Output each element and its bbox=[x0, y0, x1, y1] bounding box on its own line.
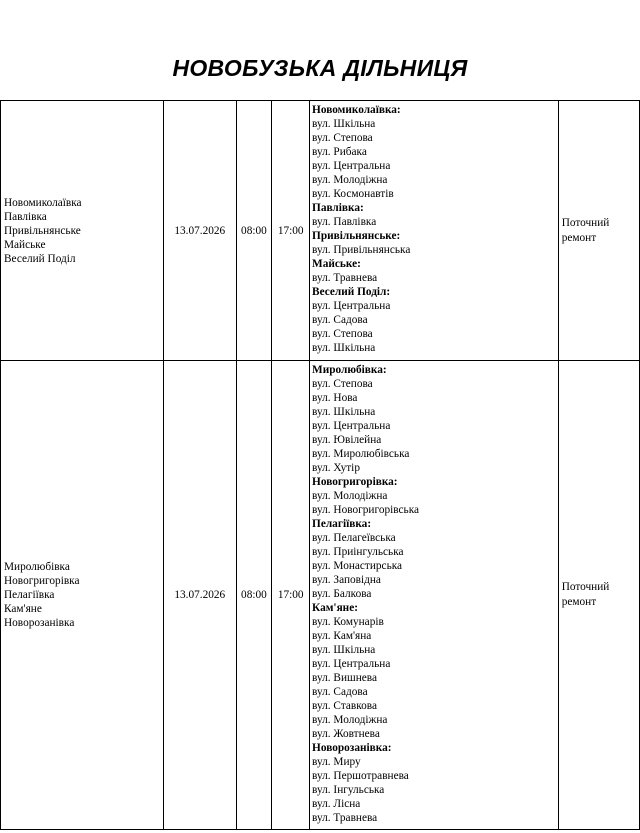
end-time-cell: 17:00 bbox=[272, 101, 310, 361]
village-heading: Майське: bbox=[312, 258, 361, 270]
village-heading: Веселий Поділ: bbox=[312, 286, 391, 298]
streets-cell bbox=[310, 361, 559, 830]
village-heading: Кам'яне: bbox=[312, 602, 358, 614]
street-name: вул. Жовтнева bbox=[312, 728, 380, 740]
street-name: вул. Центральна bbox=[312, 420, 391, 432]
settlement-name: Павлівка bbox=[4, 210, 47, 223]
settlement-name: Пелагіївка bbox=[4, 589, 55, 601]
street-name: вул. Молодіжна bbox=[312, 490, 388, 502]
work-type-text: ремонт bbox=[561, 231, 597, 244]
street-name: вул. Травнева bbox=[312, 812, 378, 824]
table-row bbox=[1, 101, 640, 361]
street-name: вул. Павлівка bbox=[312, 216, 377, 228]
start-time-cell: 08:00 bbox=[236, 101, 272, 361]
village-heading: Новомиколаївка: bbox=[312, 104, 401, 116]
village-heading: Миролюбівка: bbox=[312, 364, 387, 376]
street-name: вул. Балкова bbox=[312, 588, 372, 600]
street-name: вул. Центральна bbox=[312, 160, 391, 172]
street-name: вул. Шкільна bbox=[312, 118, 376, 130]
work-type-text: ремонт bbox=[561, 596, 597, 608]
date-cell: 13.07.2026 bbox=[164, 361, 237, 830]
street-name: вул. Хутір bbox=[312, 462, 360, 474]
street-name: вул. Кам'яна bbox=[312, 630, 372, 642]
street-name: вул. Центральна bbox=[312, 300, 391, 312]
street-name: вул. Молодіжна bbox=[312, 174, 388, 186]
village-heading: Новогригорівка: bbox=[312, 476, 398, 488]
street-name: вул. Шкільна bbox=[312, 644, 376, 656]
page-title: НОВОБУЗЬКА ДІЛЬНИЦЯ bbox=[172, 55, 468, 81]
street-name: вул. Лісна bbox=[312, 798, 361, 810]
work-type-cell bbox=[558, 361, 639, 830]
street-name: вул. Травнева bbox=[312, 272, 378, 284]
end-time-cell: 17:00 bbox=[272, 361, 310, 830]
street-name: вул. Центральна bbox=[312, 658, 391, 670]
settlement-name: Новорозанівка bbox=[4, 617, 75, 629]
street-name: вул. Привільнянська bbox=[312, 244, 411, 256]
settlement-name: Привільнянське bbox=[4, 224, 81, 237]
street-name: вул. Нова bbox=[312, 392, 358, 404]
settlement-name: Миролюбівка bbox=[4, 561, 70, 573]
settlement-name: Новомиколаївка bbox=[4, 196, 82, 209]
street-name: вул. Приінгульська bbox=[312, 546, 404, 558]
settlement-name: Майське bbox=[4, 238, 46, 251]
streets-list bbox=[312, 101, 558, 355]
street-name: вул. Шкільна bbox=[312, 342, 376, 354]
village-heading: Пелагіївка: bbox=[312, 518, 372, 530]
settlements-cell bbox=[1, 101, 164, 361]
street-name: вул. Миру bbox=[312, 756, 361, 768]
work-type-text: Поточний bbox=[561, 581, 610, 593]
street-name: вул. Пелагеївська bbox=[312, 532, 396, 544]
street-name: вул. Степова bbox=[312, 132, 373, 144]
date-cell: 13.07.2026 bbox=[164, 101, 237, 361]
street-name: вул. Молодіжна bbox=[312, 714, 388, 726]
table-row bbox=[1, 361, 640, 830]
street-name: вул. Степова bbox=[312, 328, 373, 340]
street-name: вул. Рибака bbox=[312, 146, 367, 158]
street-name: вул. Вишнева bbox=[312, 672, 377, 684]
work-type-cell bbox=[558, 101, 639, 361]
street-name: вул. Першотравнева bbox=[312, 770, 409, 782]
street-name: вул. Комунарів bbox=[312, 616, 384, 628]
village-heading: Новорозанівка: bbox=[312, 742, 392, 754]
work-type-text: Поточний bbox=[561, 216, 610, 229]
street-name: вул. Заповідна bbox=[312, 574, 381, 586]
settlements-cell bbox=[1, 361, 164, 830]
street-name: вул. Садова bbox=[312, 686, 368, 698]
street-name: вул. Монастирська bbox=[312, 560, 403, 572]
street-name: вул. Інгульська bbox=[312, 784, 385, 796]
street-name: вул. Ювілейна bbox=[312, 434, 382, 446]
street-name: вул. Космонавтів bbox=[312, 188, 394, 200]
street-name: вул. Степова bbox=[312, 378, 373, 390]
streets-cell bbox=[310, 101, 559, 361]
settlement-name: Новогригорівка bbox=[4, 575, 80, 587]
village-heading: Привільнянське: bbox=[312, 230, 401, 242]
street-name: вул. Миролюбівська bbox=[312, 448, 410, 460]
village-heading: Павлівка: bbox=[312, 202, 364, 214]
street-name: вул. Новогригорівська bbox=[312, 504, 420, 516]
outage-schedule-table bbox=[0, 100, 640, 830]
street-name: вул. Шкільна bbox=[312, 406, 376, 418]
settlement-name: Кам'яне bbox=[4, 603, 42, 615]
street-name: вул. Ставкова bbox=[312, 700, 378, 712]
settlement-name: Веселий Поділ bbox=[4, 252, 76, 265]
street-name: вул. Садова bbox=[312, 314, 368, 326]
start-time-cell: 08:00 bbox=[236, 361, 272, 830]
streets-list bbox=[312, 361, 558, 825]
